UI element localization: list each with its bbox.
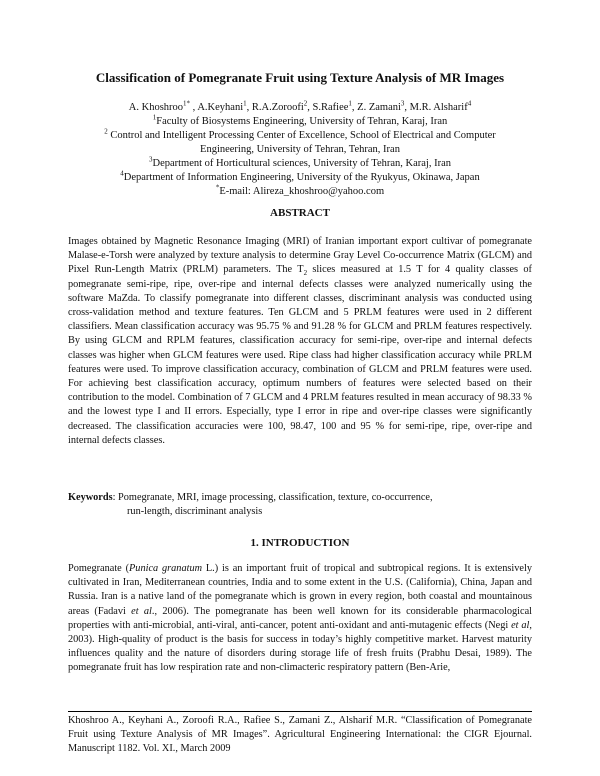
affiliation-list	[40, 115, 560, 199]
introduction-text: Pomegranate (Punica granatum L.) is an important fruit of tropical and subtropical regions. It is extensively cultivated in Iran, Mediterranean countries, India and to some extent in the U.S. (California), China, Japan and Russia. Iran is a native land of the pomegranate which is grown in every region, both coastal and mountainous areas (Fadavi et al., 2006). The pomegranate has been well known for its considerable pharmacological properties with anti-microbial, anti-viral, anti-cancer, potent anti-oxidant and anti-mutagenic effects (Negi et al, 2003). High-quality of product is the basis for success in today’s highly competitive market. Harvest maturity influences quality and the nature of disorders during storage life of fresh fruits (Prabhu Desai, 1989). The pomegranate fruit has low respiration rate and non-climacteric respiratory pattern (Ben-Arie,	[68, 563, 533, 674]
keywords-label: Keywords	[68, 492, 113, 503]
affiliation: $^4$Department of Information Engineering, University of the Ryukyus, Okinawa, Japan	[120, 169, 480, 183]
footer-divider	[68, 711, 532, 712]
author: Z. Zamani$^3$,	[357, 99, 410, 113]
author: S.Rafiee$^1$,	[312, 99, 358, 113]
author: R.A.Zoroofi$^2$,	[251, 99, 313, 113]
paper-title: Classification of Pomegranate Fruit using Texture Analysis of MR Images	[95, 70, 505, 85]
affiliation: $^1$Faculty of Biosystems Engineering, University of Tehran, Karaj, Iran	[152, 113, 448, 127]
keywords	[68, 491, 532, 519]
corresponding-email[interactable]: *E-mail: Alireza_khoshroo@yahoo.com	[215, 183, 385, 197]
abstract-heading: ABSTRACT	[270, 207, 330, 219]
author: M.R. Alsharif$^4$	[409, 99, 472, 113]
keywords-line-1: : Pomegranate, MRI, image processing, classification, texture, co-occurrence,	[112, 492, 433, 503]
affiliation: $^2$ Control and Intelligent Processing Center of Excellence, School of Electrical and Computer	[104, 127, 496, 141]
affiliation: Engineering, University of Tehran, Tehran, Iran	[200, 144, 400, 155]
author-list	[40, 101, 560, 115]
affiliation: $^3$Department of Horticultural sciences, University of Tehran, Karaj, Iran	[148, 155, 451, 169]
citation-footer: Khoshroo A., Keyhani A., Zoroofi R.A., Rafiee S., Zamani Z., Alsharif M.R. “Classification of Pomegranate Fruit using Texture Analysis of MR Images”. Agricultural Engineering International: the CIGR Ejournal. Manuscript 1182. Vol. XI., March 2009	[68, 715, 532, 755]
author: A. Khoshroo$^{1*}$ ,	[128, 99, 198, 113]
author: A.Keyhani$^1$,	[197, 99, 252, 113]
abstract-text: Images obtained by Magnetic Resonance Imaging (MRI) of Iranian important export cultivar of pomegranate Malase-e-Torsh were analyzed by texture analysis to determine Gray Level Co-occurrence Matrix (GLCM) and Pixel Run-Length Matrix (PRLM) parameters. The $T_2$ slices measured at 1.5 T for 4 quality classes of pomegranate semi-ripe, ripe, over-ripe and internal defects classes were analyzed numerically using the software MaZda. To classify pomegranate into different classes, discriminant analysis was conducted using cross-validation method and texture features. Ten GLCM and 5 PRLM features were used in 2 different classifiers. Mean classification accuracy was 95.75 % and 91.28 % for GLCM and PRLM features respectively. By using GLCM and RPLM features, classification accuracy for semi-ripe, over-ripe and internal defects classes was higher when GLCM features were used. Ripe class had higher classification accuracy while PRLM features were used. To improve classification accuracy, combination of GLCM and PRLM features were used. For achieving best classification accuracy, optimum numbers of features were selected based on their contribution to the model. Combination of 7 GLCM and 4 PRLM features resulted in mean accuracy of 98.33 % and the lowest type I and II errors. Especially, type I error in ripe and over-ripe classes were significantly decreased. The classification accuracies were 100, 98.47, 100 and 95 % for semi-ripe, ripe, over-ripe and internal defects classes.	[68, 236, 532, 446]
introduction-heading: 1. INTRODUCTION	[250, 537, 350, 549]
keywords-line-2: run-length, discriminant analysis	[127, 506, 263, 518]
